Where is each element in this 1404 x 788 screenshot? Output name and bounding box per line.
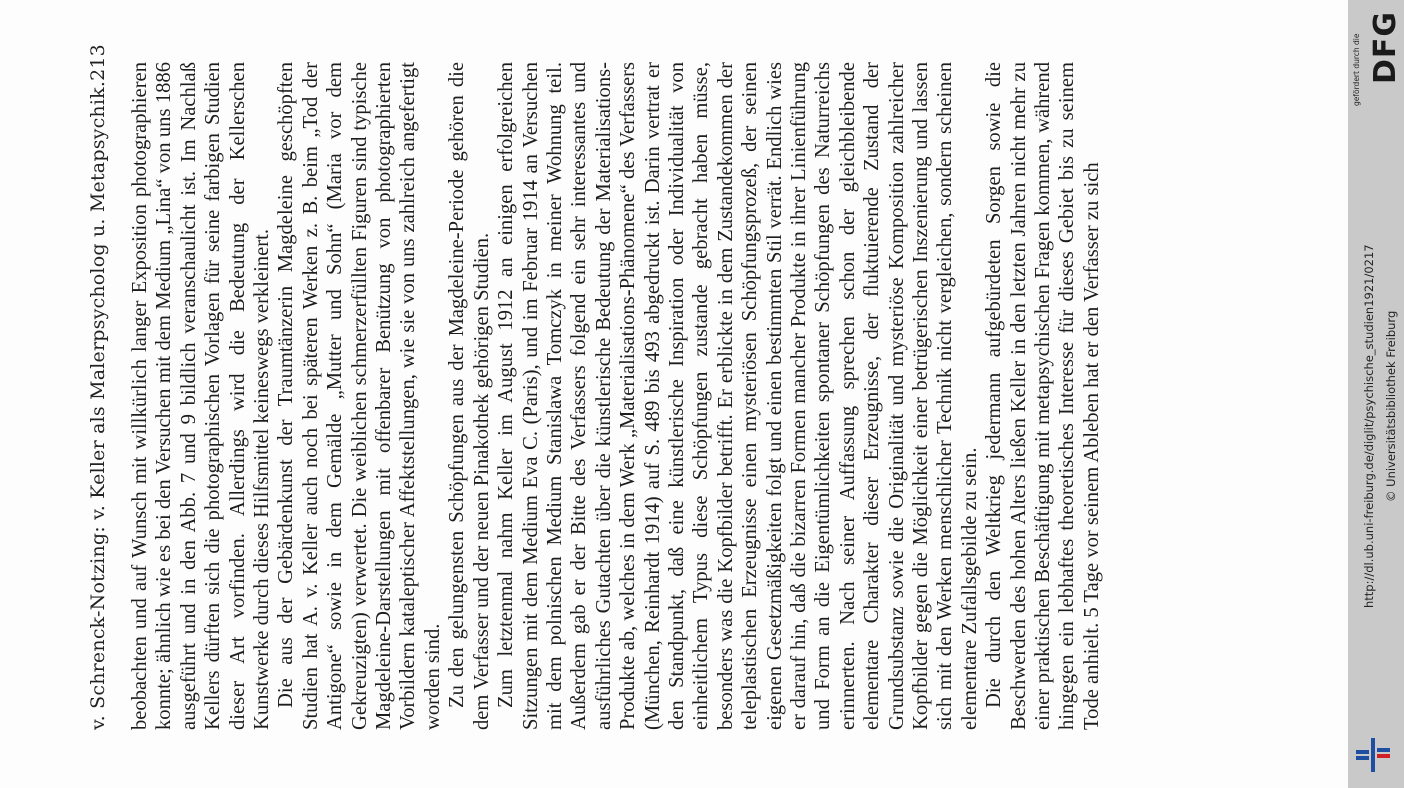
running-header — [84, 44, 112, 730]
page-number: 213 — [87, 44, 109, 81]
permalink-link[interactable]: http://dl.ub.uni-freiburg.de/diglit/psychische_studien1921/0217 — [1362, 244, 1376, 608]
dfg-logo-text: DFG — [1368, 10, 1403, 84]
university-library-logo-icon — [1356, 734, 1396, 774]
rotated-page-content — [70, 0, 1290, 788]
page-text-block — [84, 44, 1104, 730]
paragraph: Zu den gelungensten Schöpfungen aus der Magdeleine-Periode gehören die dem Verfasser und der neuen Pinakothek gehörigen Studien. — [446, 62, 493, 730]
copyright-label: © Universitätsbibliothek Freiburg — [1384, 310, 1398, 502]
paragraph: beobachten und auf Wunsch mit willkürlich langer Exposition photographieren konnte; ähnlich wie es bei den Versuchen mit dem Medium „Lina“ von uns 1886 ausgeführt und in den Abb. 7 und 9 bildlich veranschaulicht ist. Im Nachlaß Kellers dürften sich die photographischen Vorlagen für seine farbigen Studien dieser Art vorfinden. Allerdings wird die Bedeutung der Kellerschen Kunstwerke durch dieses Hilfsmittel keineswegs verkleinert. — [129, 62, 274, 730]
funded-by-label: gefördert durch die — [1352, 33, 1361, 106]
paragraph: Die aus der Gebärdenkunst der Traumtänzerin Magdeleine geschöpften Studien hat A. v. Keller auch noch bei späteren Werken z. B. beim „Tod der Antigone“ sowie in dem Gemälde „Mutter und Sohn“ (Maria vor dem Gekreuzigten) verwertet. Die weiblichen schmerzerfüllten Figuren sind typische Magdeleine-Darstellungen mit offenbarer Benützung von photographierten Vorbildern kataleptischer Affektstellungen, wie sie von uns zahlreich angefertigt worden sind. — [275, 62, 444, 730]
paragraph: Zum letztenmal nahm Keller im August 1912 an einigen erfolgreichen Sitzungen mit dem Medium Eva C. (Paris), und im Februar 1914 an Versuchen mit dem polnischen Medium Stanislawa Tomczyk in meiner Wohnung teil. Außerdem gab er der Bitte des Verfassers folgend ein sehr interessantes und ausführliches Gutachten über die künstlerische Bedeutung der Materialisations-Produkte ab, welches in dem Werk „Materialisations-Phänomene“ des Verfassers (München, Reinhardt 1914) auf S. 489 bis 493 abgedruckt ist. Darin vertrat er den Standpunkt, daß eine künstlerische Inspiration oder Individualität von einheitlichem Typus diese Schöpfungen zustande gebracht haben müsse, besonders was die Kopfbilder betrifft. Er erblickte in dem Zustandekommen der teleplastischen Erzeugnisse einen mysteriösen Schöpfungsprozeß, der seinen eigenen Gesetzmäßigkeiten folgt und einen bestimmten Stil verrät. Endlich wies er darauf hin, daß die bizarren Formen mancher Produkte in ihrer Linienführung und Form an die Eigentümlichkeiten spontaner Schöpfungen des Naturreichs erinnerten. Nach seiner Auffassung sprechen schon der gleichbleibende elementare Charakter dieser Erzeugnisse, der fluktuierende Zustand der Grundsubstanz sowie die Originalität und mysteriöse Komposition zahlreicher Kopfbilder gegen die Möglichkeit einer betrügerischen Inszenierung und lassen sich mit den Werken menschlicher Technik nicht vergleichen, sondern scheinen elementare Zufallsgebilde zu sein. — [495, 62, 981, 730]
running-header-title: v. Schrenck-Notzing: v. Keller als Malerpsycholog u. Metapsychik. — [87, 80, 109, 730]
paragraph: Die durch den Weltkrieg jedermann aufgebürdeten Sorgen sowie die Beschwerden des hohen Alters ließen Keller in den letzten Jahren nicht mehr zu einer praktischen Beschäftigung mit metapsychischen Fragen kommen, während hingegen ein lebhaftes theoretisches Interesse für dieses Gebiet bis zu seinem Tode anhielt. 5 Tage vor seinem Ableben hat er den Verfasser zu sich — [983, 62, 1103, 730]
